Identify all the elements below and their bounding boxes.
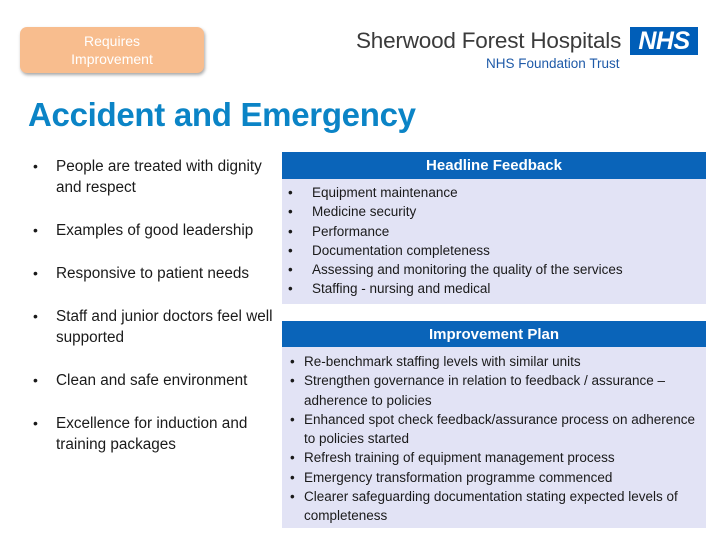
list-item: • Clearer safeguarding documentation stating expected levels of completeness: [282, 487, 706, 526]
list-item: • Enhanced spot check feedback/assurance process on adherence to policies started: [282, 410, 706, 449]
list-item: • Equipment maintenance: [282, 183, 706, 202]
page-title: Accident and Emergency: [28, 96, 416, 133]
list-item: • Refresh training of equipment management process: [282, 448, 706, 467]
strengths-list: [30, 156, 278, 477]
list-item: • Performance: [282, 222, 706, 241]
organisation-subtitle: NHS Foundation Trust: [486, 56, 620, 71]
headline-feedback-list: [282, 179, 706, 304]
headline-feedback-heading: Headline Feedback: [282, 152, 706, 179]
list-item: • Strengthen governance in relation to feedback / assurance – adherence to policies: [282, 371, 706, 410]
headline-feedback-panel: [282, 152, 706, 304]
nhs-logo-icon: NHS: [630, 27, 698, 55]
list-item: • Assessing and monitoring the quality of the services: [282, 260, 706, 279]
list-item: • Staffing - nursing and medical: [282, 279, 706, 298]
list-item: • Re-benchmark staffing levels with similar units: [282, 352, 706, 371]
rating-line-2: Improvement: [71, 51, 153, 67]
improvement-plan-heading: Improvement Plan: [282, 321, 706, 347]
list-item: • Medicine security: [282, 202, 706, 221]
rating-badge: [20, 27, 204, 73]
organisation-name: Sherwood Forest Hospitals: [356, 28, 622, 53]
list-item: • Examples of good leadership: [30, 220, 278, 241]
rating-line-1: Requires: [83, 33, 141, 49]
improvement-plan-list: [282, 347, 706, 528]
list-item: • Documentation completeness: [282, 241, 706, 260]
list-item: • Clean and safe environment: [30, 370, 278, 391]
list-item: • People are treated with dignity and respect: [30, 156, 278, 198]
improvement-plan-panel: [282, 321, 706, 528]
list-item: • Staff and junior doctors feel well supported: [30, 306, 278, 348]
list-item: • Responsive to patient needs: [30, 263, 278, 284]
list-item: • Emergency transformation programme commenced: [282, 468, 706, 487]
trust-logo: [356, 24, 696, 74]
list-item: • Excellence for induction and training packages: [30, 413, 278, 455]
